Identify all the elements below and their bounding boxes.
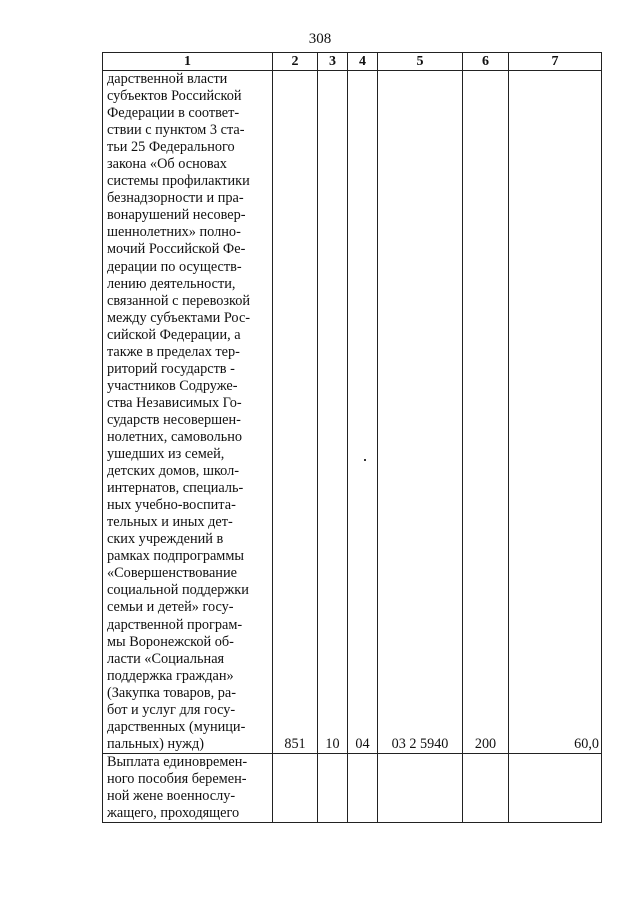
header-col-4: 4 [348,53,378,71]
budget-table [102,52,602,823]
description-line: ной жене военнослу- [107,787,236,804]
description-line: дарственных (муници- [107,718,246,735]
description-line: закона «Об основах [107,156,227,173]
header-col-3: 3 [318,53,348,71]
header-col-7: 7 [509,53,602,71]
description-line: мы Воронежской об- [107,633,234,650]
cell-amount: 60,0 [509,71,602,754]
description-line: тельных и иных дет- [107,514,233,531]
description-line: риторий государств - [107,360,235,377]
description-line: системы профилактики [107,173,250,190]
description-line: лению деятельности, [107,275,236,292]
description-line: Выплата единовремен- [107,753,248,770]
cell-subsection-code [348,753,378,822]
description-line: поддержка граждан» [107,667,234,684]
description-line: ного пособия беремен- [107,770,247,787]
cell-section-code: 10 [318,71,348,754]
description-line: между субъектами Рос- [107,309,251,326]
row-description-cell [103,71,273,754]
table-row [103,71,602,754]
description-line: дарственной програм- [107,616,243,633]
description-line: Федерации в соответ- [107,105,240,122]
row-description [103,71,272,753]
description-line: мочий Российской Фе- [107,241,246,258]
description-line: детских домов, школ- [107,463,240,480]
row-description-cell [103,753,273,822]
page-number: 308 [308,31,332,47]
cell-subsection-code: 04 [348,71,378,754]
description-line: сударств несовершен- [107,411,241,428]
header-col-5: 5 [378,53,463,71]
cell-target-article: 03 2 5940 [378,71,463,754]
description-line: ушедших из семей, [107,446,225,463]
description-line: ских учреждений в [107,531,224,548]
description-line: ласти «Социальная [107,650,225,667]
description-line: шеннолетних» полно- [107,224,241,241]
description-line: ства Независимых Го- [107,394,242,411]
header-col-6: 6 [463,53,509,71]
header-col-1: 1 [103,53,273,71]
description-line: социальной поддержки [107,582,249,599]
description-line: ствии с пунктом 3 ста- [107,122,245,139]
cell-target-article [378,753,463,822]
description-line: бот и услуг для госу- [107,701,236,718]
description-line: рамках подпрограммы [107,548,245,565]
description-line: участников Содруже- [107,377,238,394]
cell-expense-type: 200 [463,71,509,754]
description-line: безнадзорности и пра- [107,190,244,207]
description-line: дерации по осуществ- [107,258,242,275]
description-line: также в пределах тер- [107,343,240,360]
description-line: сийской Федерации, а [107,326,241,343]
table-row [103,753,602,822]
cell-section-code [318,753,348,822]
description-line: связанной с перевозкой [107,292,251,309]
description-line: нолетних, самовольно [107,428,243,445]
row-description [103,754,272,822]
description-line: субъектов Российской [107,88,242,105]
cell-amount [509,753,602,822]
cell-expense-type [463,753,509,822]
description-line: интернатов, специаль- [107,480,244,497]
cell-ministry-code: 851 [273,71,318,754]
header-row [103,53,602,71]
description-line: ных учебно-воспита- [107,497,236,514]
description-line: жащего, проходящего [107,805,240,822]
header-col-2: 2 [273,53,318,71]
cell-ministry-code [273,753,318,822]
description-line: дарственной власти [107,71,228,87]
description-line: семьи и детей» госу- [107,599,234,616]
description-line: (Закупка товаров, ра- [107,684,237,701]
description-line: тьи 25 Федерального [107,139,235,156]
description-line: «Совершенствование [107,565,237,582]
description-line: пальных) нужд) [107,735,205,752]
description-line: вонарушений несовер- [107,207,246,224]
scan-speck [364,459,366,461]
